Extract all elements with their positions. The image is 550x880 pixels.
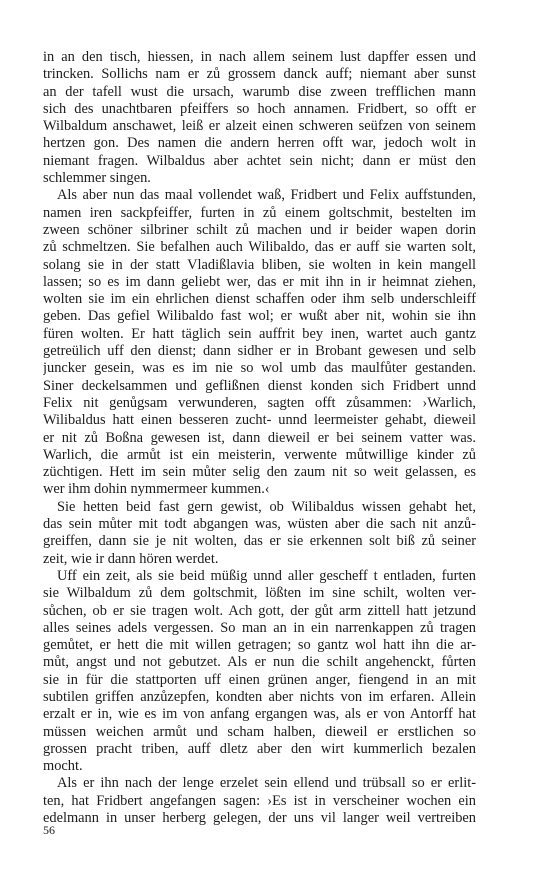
text-line: an der tafell wust die ursach, warumb dise zween trefflichen mann (43, 83, 476, 100)
text-line: erzalt er in, wie es im von anfang ergangen was, als er von Antorff hat (43, 706, 476, 723)
text-line: Siner deckelsammen und geflißnen dienst konden sich Fridbert unnd (43, 377, 476, 394)
text-line: greiffen, dann sie je nit wolten, das er sie erkennen solt biß zů seiner (43, 533, 476, 550)
text-line: sich des unachtbaren pfeiffers so hoch annamen. Fridbert, so offt er (43, 100, 476, 117)
text-line: zween schöner silbriner schilt zů machen und ir beider wapen dorin (43, 221, 476, 238)
text-line: sie Wilbaldum zů dem goltschmit, lößten im sine schilt, wolten ver- (43, 585, 476, 602)
text-line: sůchen, ob er sie tragen wolt. Ach gott, der gůt arm zittell hatt jetzund (43, 602, 476, 619)
text-line: sie in für die stattporten uff einen grünen anger, fiengend in an mit (43, 671, 476, 688)
text-line: lassen; so es im dann geliebt wer, das er mit ihn in ir heimnat ziehen, (43, 273, 476, 290)
text-line: hertzen gon. Des namen die andern herren offt war, jedoch wolt in (43, 135, 476, 152)
text-line: wolten sie im ein ehrlichen dienst schaffen oder ihm selb underschleiff (43, 291, 476, 308)
text-line: subtilen griffen anzůzepfen, kondten aber nichts von im erfaren. Allein (43, 688, 476, 705)
text-line: Als er ihn nach der lenge erzelet sein ellend und trübsall so er erlit- (57, 775, 476, 792)
text-line: edelmann in unser herberg gelegen, der uns vil langer weil vertreiben (43, 810, 476, 827)
text-line: schlemmer singen. (43, 170, 151, 187)
text-line: juncker gesein, was es im nie so wol umb das maulfůter gestanden. (43, 360, 476, 377)
text-line: wer ihm dohin nymmermeer kummen.‹ (43, 481, 270, 498)
text-line: zeit, wie ir dann hören werdet. (43, 550, 219, 567)
text-line: Warlich, die armůt ist ein meisterin, verwente můtwillige kinder zů (43, 446, 476, 463)
paragraph (43, 568, 476, 776)
paragraph (43, 775, 476, 827)
text-line: füren wolten. Er hatt täglich sein auffrit bey inen, wartet auch gantz (43, 325, 476, 342)
text-line: trincken. Sollichs nam er zů grossem danck auff; niemant aber sunst (43, 66, 476, 83)
text-line: niemant fragen. Wilbaldus aber achtet sein nicht; dann er müst den (43, 152, 476, 169)
text-line: ten, hat Fridbert angefangen sagen: ›Es ist in verscheiner wochen ein (43, 792, 476, 809)
text-line: solang sie in der statt Vladißlavia bliben, sie wolten in kein mangell (43, 256, 476, 273)
text-line: zů schmeltzen. Sie befalhen auch Wilibaldo, das er auff sie warten solt, (43, 239, 476, 256)
text-line: züchtigen. Hett im sein můter selig den zaum nit so weit gelassen, es (43, 464, 476, 481)
text-line: Wilbaldum anschawet, leiß er alzeit einen schweren seüfzen von seinem (43, 118, 476, 135)
paragraph (43, 187, 476, 498)
paragraph (43, 49, 476, 187)
paragraph (43, 499, 476, 568)
text-line: Wilibaldus hatt einen besseren zucht- unnd leermeister gehabt, dieweil (43, 412, 476, 429)
body-text (43, 49, 476, 827)
text-line: geben. Das gefiel Wilibaldo fast wol; er wußt aber nit, wohin sie ihn (43, 308, 476, 325)
text-line: getreülich uff den dienst; dann sidher er in Brobant gewesen und selb (43, 343, 476, 360)
text-line: alles seines adels vergessen. So man an in ein narrenkappen zů tragen (43, 619, 476, 636)
text-line: er nit zů Boßna gewesen ist, dann dieweil er bei seinem vatter was. (43, 429, 476, 446)
text-line: das sein můter mit todt abgangen was, wüsten aber die sach nit anzů- (43, 516, 476, 533)
text-line: můt, angst und not gebutzet. Als er nun die schilt angehenckt, fůrten (43, 654, 476, 671)
page-number: 56 (43, 823, 55, 837)
text-line: grossen pracht triben, auff dletz aber den wirt kummerlich bezalen (43, 740, 476, 757)
text-line: Als aber nun das maal vollendet waß, Fridbert und Felix auffstunden, (57, 187, 476, 204)
text-line: Sie hetten beid fast gern gewist, ob Wilibaldus wissen gehabt het, (57, 498, 476, 515)
text-line: müssen weichen armůt und scham halben, dieweil er erstlichen so (43, 723, 476, 740)
text-line: in an den tisch, hiessen, in nach allem seinem lust dapffer essen und (43, 49, 476, 65)
text-line: namen iren sackpfeiffer, furten in zů einem goltschmit, bestelten im (43, 204, 476, 221)
text-line: mocht. (43, 758, 83, 775)
text-line: Uff ein zeit, als sie beid müßig unnd aller gescheff t entladen, furten (57, 567, 476, 584)
text-line: gemůtet, er hett die mit willen getragen; so gantz wol hatt ihn die ar- (43, 637, 476, 654)
text-line: Felix nit genůgsam verwunderen, sagten offt zůsammen: ›Warlich, (43, 394, 476, 411)
